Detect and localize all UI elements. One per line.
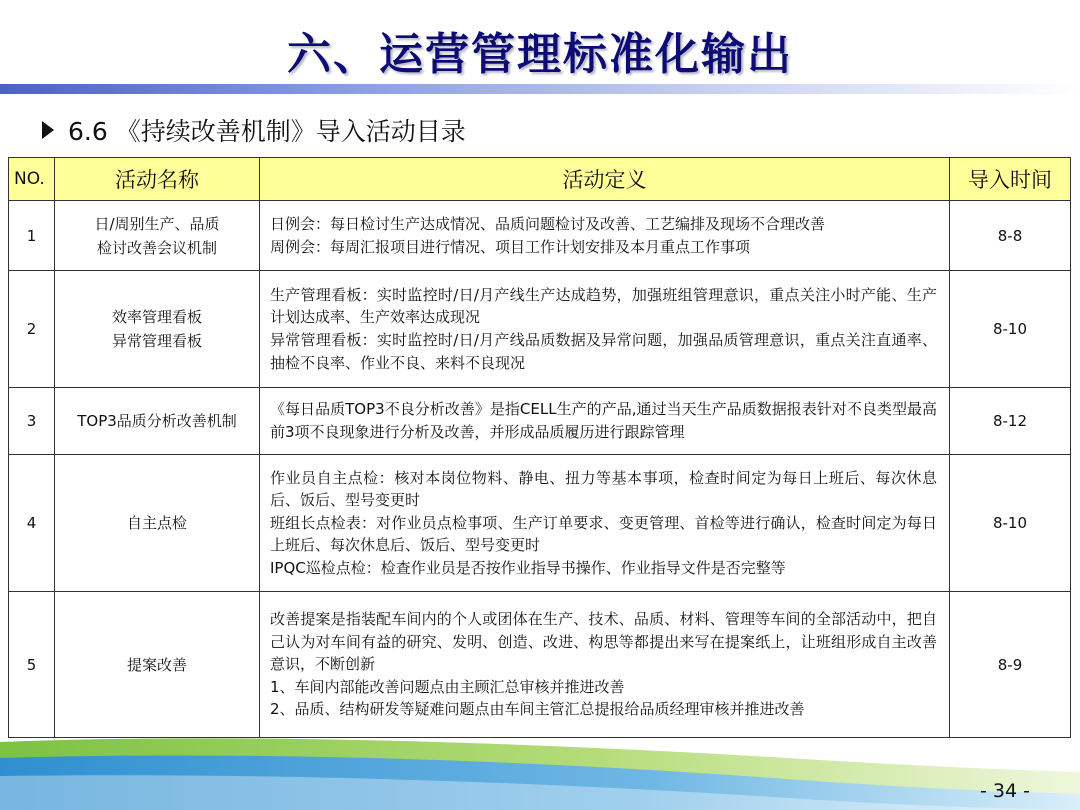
- table-row: [9, 271, 1071, 388]
- import-time: 8-12: [950, 388, 1071, 455]
- slide-title: 六、运营管理标准化输出: [287, 29, 793, 80]
- activity-definition: [260, 201, 950, 271]
- definition-paragraph: 1、车间内部能改善问题点由主顾汇总审核并推进改善: [270, 677, 625, 696]
- activity-definition: [260, 271, 950, 388]
- import-time: 8-10: [950, 271, 1071, 388]
- definition-paragraph: 生产管理看板：实时监控时/日/月产线生产达成趋势，加强班组管理意识，重点关注小时产能、生产计划达成率、生产效率达成现况: [270, 285, 937, 327]
- table-row: [9, 592, 1071, 738]
- activity-definition: [260, 455, 950, 592]
- footer-wave-decoration: [0, 728, 1080, 810]
- definition-paragraph: 2、品质、结构研发等疑难问题点由车间主管汇总提报给品质经理审核并推进改善: [270, 700, 805, 719]
- activity-name: [55, 271, 260, 388]
- table-row: [9, 455, 1071, 592]
- column-header-time: 导入时间: [950, 158, 1071, 201]
- section-heading: [42, 112, 466, 148]
- activity-name: [55, 388, 260, 455]
- activity-name-line: 效率管理看板: [111, 308, 202, 326]
- table-row: [9, 388, 1071, 455]
- activity-name: [55, 592, 260, 738]
- section-heading-text: 6.6 《持续改善机制》导入活动目录: [68, 117, 466, 146]
- activity-definition: [260, 592, 950, 738]
- activity-name-line: 日/周别生产、品质: [94, 214, 220, 233]
- import-time: 8-8: [950, 201, 1071, 271]
- page-number: - 34 -: [980, 780, 1030, 802]
- definition-paragraph: 日例会：每日检讨生产达成情况、品质问题检讨及改善、工艺编排及现场不合理改善: [270, 214, 826, 233]
- arrow-bullet-icon: [42, 121, 54, 139]
- activity-name-line: 自主点检: [126, 514, 187, 532]
- title-underline: [0, 84, 1080, 94]
- table-row: [9, 201, 1071, 271]
- column-header-definition: 活动定义: [260, 158, 950, 201]
- column-header-no: NO.: [9, 158, 55, 201]
- definition-paragraph: 周例会：每周汇报项目进行情况、项目工作计划安排及本月重点工作事项: [270, 237, 751, 256]
- row-number: 2: [9, 271, 55, 388]
- row-number: 5: [9, 592, 55, 738]
- activity-name: [55, 201, 260, 271]
- row-number: 3: [9, 388, 55, 455]
- row-number: 1: [9, 201, 55, 271]
- activity-name: [55, 455, 260, 592]
- row-number: 4: [9, 455, 55, 592]
- definition-paragraph: 改善提案是指装配车间内的个人或团体在生产、技术、品质、材料、管理等车间的全部活动中，把自己认为对车间有益的研究、发明、创造、改进、构思等都提出来写在提案纸上，让班组形成自主改善意识，不断创新: [270, 610, 937, 674]
- table-header-row: [9, 158, 1071, 201]
- activity-name-line: 异常管理看板: [111, 332, 202, 350]
- import-time: 8-9: [950, 592, 1071, 738]
- activity-name-line: 提案改善: [126, 655, 187, 674]
- activity-name-line: TOP3品质分析改善机制: [77, 412, 237, 430]
- activity-definition: [260, 388, 950, 455]
- definition-paragraph: IPQC巡检点检：检查作业员是否按作业指导书操作、作业指导文件是否完整等: [270, 558, 786, 577]
- import-time: 8-10: [950, 455, 1071, 592]
- activity-table: [8, 157, 1071, 738]
- definition-paragraph: 班组长点检表：对作业员点检事项、生产订单要求、变更管理、首检等进行确认，检查时间定为每日上班后、每次休息后、饭后、型号变更时: [270, 513, 937, 555]
- column-header-name: 活动名称: [55, 158, 260, 201]
- definition-paragraph: 异常管理看板：实时监控时/日/月产线品质数据及异常问题，加强品质管理意识，重点关注直通率、抽检不良率、作业不良、来料不良现况: [270, 331, 937, 372]
- definition-paragraph: 作业员自主点检：核对本岗位物料、静电、扭力等基本事项，检查时间定为每日上班后、每次休息后、饭后、型号变更时: [270, 468, 937, 510]
- activity-name-line: 检讨改善会议机制: [96, 238, 217, 257]
- definition-paragraph: 《每日品质TOP3不良分析改善》是指CELL生产的产品,通过当天生产品质数据报表针对不良类型最高前3项不良现象进行分析及改善，并形成品质履历进行跟踪管理: [270, 400, 937, 441]
